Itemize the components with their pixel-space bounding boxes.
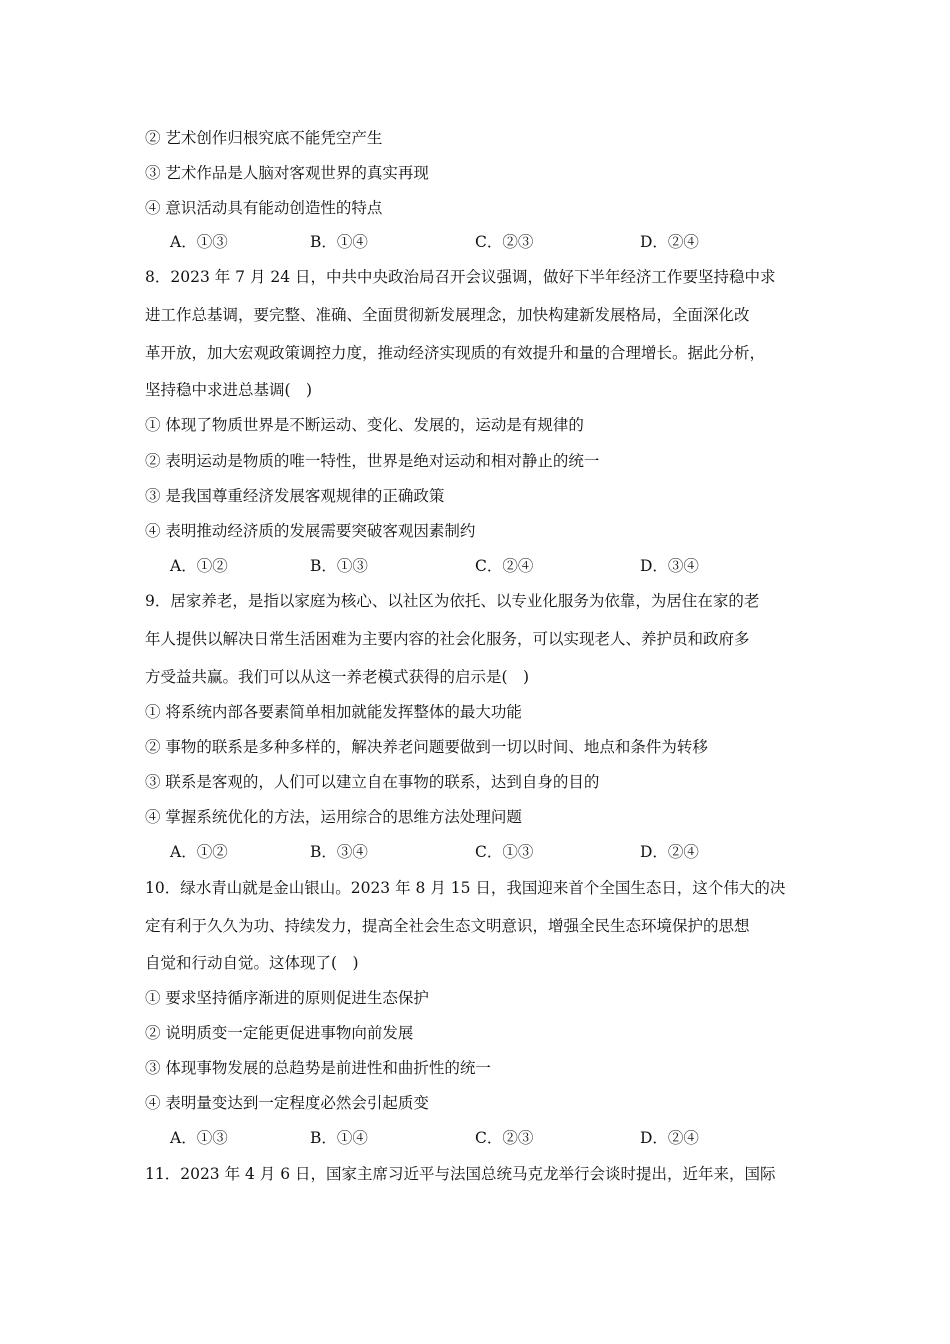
q8-option-d: D．③④ — [640, 557, 699, 575]
q10-option-b: B．①④ — [310, 1129, 368, 1147]
q10-option-c: C．②③ — [475, 1129, 534, 1147]
q11-stem-line-1: 11．2023 年 4 月 6 日，国家主席习近平与法国总统马克龙举行会谈时提出，近年来，国际 — [145, 1165, 776, 1183]
q9-item-1: ① 将系统内部各要素简单相加就能发挥整体的最大功能 — [145, 703, 522, 721]
q10-option-d: D．②④ — [640, 1129, 699, 1147]
q7-option-a: A．①③ — [170, 233, 228, 251]
q8-item-3: ③ 是我国尊重经济发展客观规律的正确政策 — [145, 487, 445, 505]
q9-item-4: ④ 掌握系统优化的方法，运用综合的思维方法处理问题 — [145, 808, 522, 826]
q8-option-a: A．①② — [170, 557, 228, 575]
q8-option-b: B．①③ — [310, 557, 368, 575]
q7-option-b: B．①④ — [310, 233, 368, 251]
q10-item-2: ② 说明质变一定能更促进事物向前发展 — [145, 1024, 414, 1042]
q10-item-1: ① 要求坚持循序渐进的原则促进生态保护 — [145, 989, 429, 1007]
q9-option-b: B．③④ — [310, 843, 368, 861]
q8-item-2: ② 表明运动是物质的唯一特性，世界是绝对运动和相对静止的统一 — [145, 452, 600, 470]
q7-option-d: D．②④ — [640, 233, 699, 251]
q9-stem-line-1: 9．居家养老，是指以家庭为核心、以社区为依托、以专业化服务为依靠，为居住在家的老 — [145, 592, 760, 610]
q8-stem-line-3: 革开放，加大宏观政策调控力度，推动经济实现质的有效提升和量的合理增长。据此分析， — [145, 344, 766, 362]
q9-stem-line-2: 年人提供以解决日常生活困难为主要内容的社会化服务，可以实现老人、养护员和政府多 — [145, 630, 750, 648]
q8-item-1: ① 体现了物质世界是不断运动、变化、发展的，运动是有规律的 — [145, 416, 584, 434]
q9-stem-line-3: 方受益共赢。我们可以从这一养老模式获得的启示是( ) — [145, 668, 530, 686]
q7-item-3: ③ 艺术作品是人脑对客观世界的真实再现 — [145, 164, 429, 182]
q9-item-2: ② 事物的联系是多种多样的，解决养老问题要做到一切以时间、地点和条件为转移 — [145, 738, 708, 756]
q8-stem-line-4: 坚持稳中求进总基调( ) — [145, 381, 313, 399]
q10-stem-line-2: 定有利于久久为功、持续发力，提高全社会生态文明意识，增强全民生态环境保护的思想 — [145, 917, 750, 935]
q8-stem-line-1: 8．2023 年 7 月 24 日，中共中央政治局召开会议强调，做好下半年经济工作要坚持稳中求 — [145, 268, 776, 286]
q10-option-a: A．①③ — [170, 1129, 228, 1147]
q7-item-2: ② 艺术创作归根究底不能凭空产生 — [145, 129, 383, 147]
q9-option-a: A．①② — [170, 843, 228, 861]
q8-stem-line-2: 进工作总基调，要完整、准确、全面贯彻新发展理念，加快构建新发展格局，全面深化改 — [145, 306, 750, 324]
q7-option-c: C．②③ — [475, 233, 534, 251]
q10-stem-line-1: 10．绿水青山就是金山银山。2023 年 8 月 15 日，我国迎来首个全国生态日，这个伟大的决 — [145, 879, 786, 897]
q7-item-4: ④ 意识活动具有能动创造性的特点 — [145, 199, 383, 217]
q10-item-4: ④ 表明量变达到一定程度必然会引起质变 — [145, 1094, 429, 1112]
q8-option-c: C．②④ — [475, 557, 534, 575]
q10-stem-line-3: 自觉和行动自觉。这体现了( ) — [145, 954, 359, 972]
q9-option-d: D．②④ — [640, 843, 699, 861]
q10-item-3: ③ 体现事物发展的总趋势是前进性和曲折性的统一 — [145, 1059, 491, 1077]
q9-item-3: ③ 联系是客观的，人们可以建立自在事物的联系，达到自身的目的 — [145, 773, 600, 791]
q8-item-4: ④ 表明推动经济质的发展需要突破客观因素制约 — [145, 522, 476, 540]
q9-option-c: C．①③ — [475, 843, 534, 861]
